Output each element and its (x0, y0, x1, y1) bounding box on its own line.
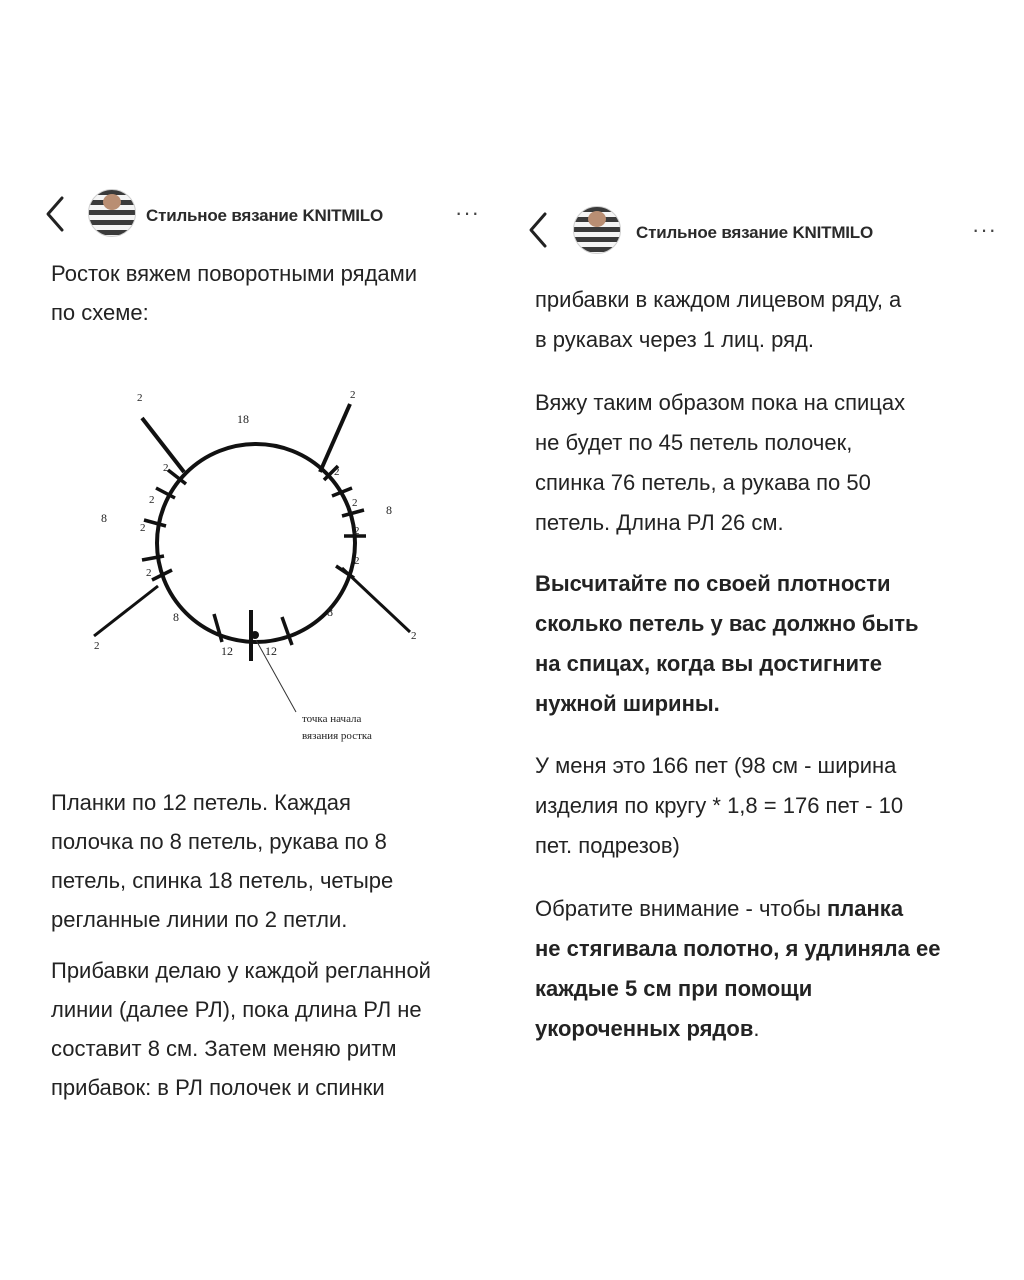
start-point (251, 631, 259, 639)
label-right-front: 8 (327, 605, 333, 619)
channel-name[interactable]: Стильное вязание KNITMILO (146, 206, 384, 225)
intro-text: Росток вяжем поворотными рядами по схеме: (51, 261, 418, 325)
svg-text:2: 2 (354, 555, 360, 567)
right-paragraph-5 (535, 889, 940, 1049)
svg-text:2: 2 (137, 392, 143, 404)
right-paragraph-1: прибавки в каждом лицевом ряду, а в рукавах через 1 лиц. ряд. (535, 287, 902, 352)
yoke-circle (157, 444, 355, 642)
raglan-line-top-right (320, 404, 350, 472)
svg-text:2: 2 (350, 389, 356, 401)
right-paragraph-4: У меня это 166 пет (98 см - ширина изделия по кругу * 1,8 = 176 пет - 10 пет. подрезов) (535, 753, 904, 858)
right-paragraph-2: Вяжу таким образом пока на спицах не будет по 45 петель полочек, спинка 76 петель, а рукава по 50 петель. Длина РЛ 26 см. (535, 390, 906, 535)
label-band-right: 12 (265, 644, 277, 658)
svg-text:2: 2 (146, 567, 152, 579)
raglan-line-bottom-left (94, 586, 158, 636)
avatar[interactable] (88, 189, 136, 237)
svg-text:2: 2 (140, 522, 146, 534)
label-right-sleeve: 8 (386, 503, 392, 517)
back-arrow-icon[interactable] (44, 194, 68, 234)
more-options-icon[interactable]: ··· (972, 217, 997, 242)
label-left-sleeve: 8 (101, 511, 107, 525)
channel-name[interactable]: Стильное вязание KNITMILO (636, 223, 874, 242)
more-options-icon[interactable]: ··· (455, 200, 480, 225)
label-back: 18 (237, 412, 249, 426)
svg-text:2: 2 (149, 494, 155, 506)
svg-text:2: 2 (334, 466, 340, 478)
svg-text:2: 2 (354, 525, 360, 537)
svg-text:2: 2 (94, 640, 100, 652)
start-point-label-2: вязания ростка (302, 730, 372, 742)
start-point-label-1: точка начала (302, 713, 362, 725)
svg-text:2: 2 (411, 630, 417, 642)
right-paragraph-3-bold: Высчитайте по своей плотности сколько петель у вас должно быть на спицах, когда вы достигните нужной ширины. (535, 571, 919, 716)
label-left-front: 8 (173, 610, 179, 624)
right-paragraph-5-normal: Обратите внимание - чтобы (535, 896, 828, 921)
right-paragraph-5-end: . (753, 1016, 760, 1041)
back-arrow-icon[interactable] (527, 210, 551, 250)
raglan-count-labels (94, 389, 417, 652)
svg-text:2: 2 (163, 462, 169, 474)
left-paragraph-2: Прибавки делаю у каждой регланной линии (далее РЛ), пока длина РЛ не составит 8 см. Затем меняю ритм прибавок: в РЛ полочек и спинки (51, 958, 431, 1100)
svg-text:2: 2 (352, 497, 358, 509)
right-screenshot (512, 0, 1024, 1280)
avatar[interactable] (573, 206, 621, 254)
label-band-left: 12 (221, 644, 233, 658)
right-paragraph-5-bold: планка не стягивала полотно, я удлиняла ее каждые 5 см при помощи укороченных рядов (535, 896, 941, 1041)
left-paragraph-1: Планки по 12 петель. Каждая полочка по 8 петель, рукава по 8 петель, спинка 18 петель, четыре регланные линии по 2 петли. (51, 790, 394, 932)
raglan-scheme-diagram (80, 370, 440, 750)
